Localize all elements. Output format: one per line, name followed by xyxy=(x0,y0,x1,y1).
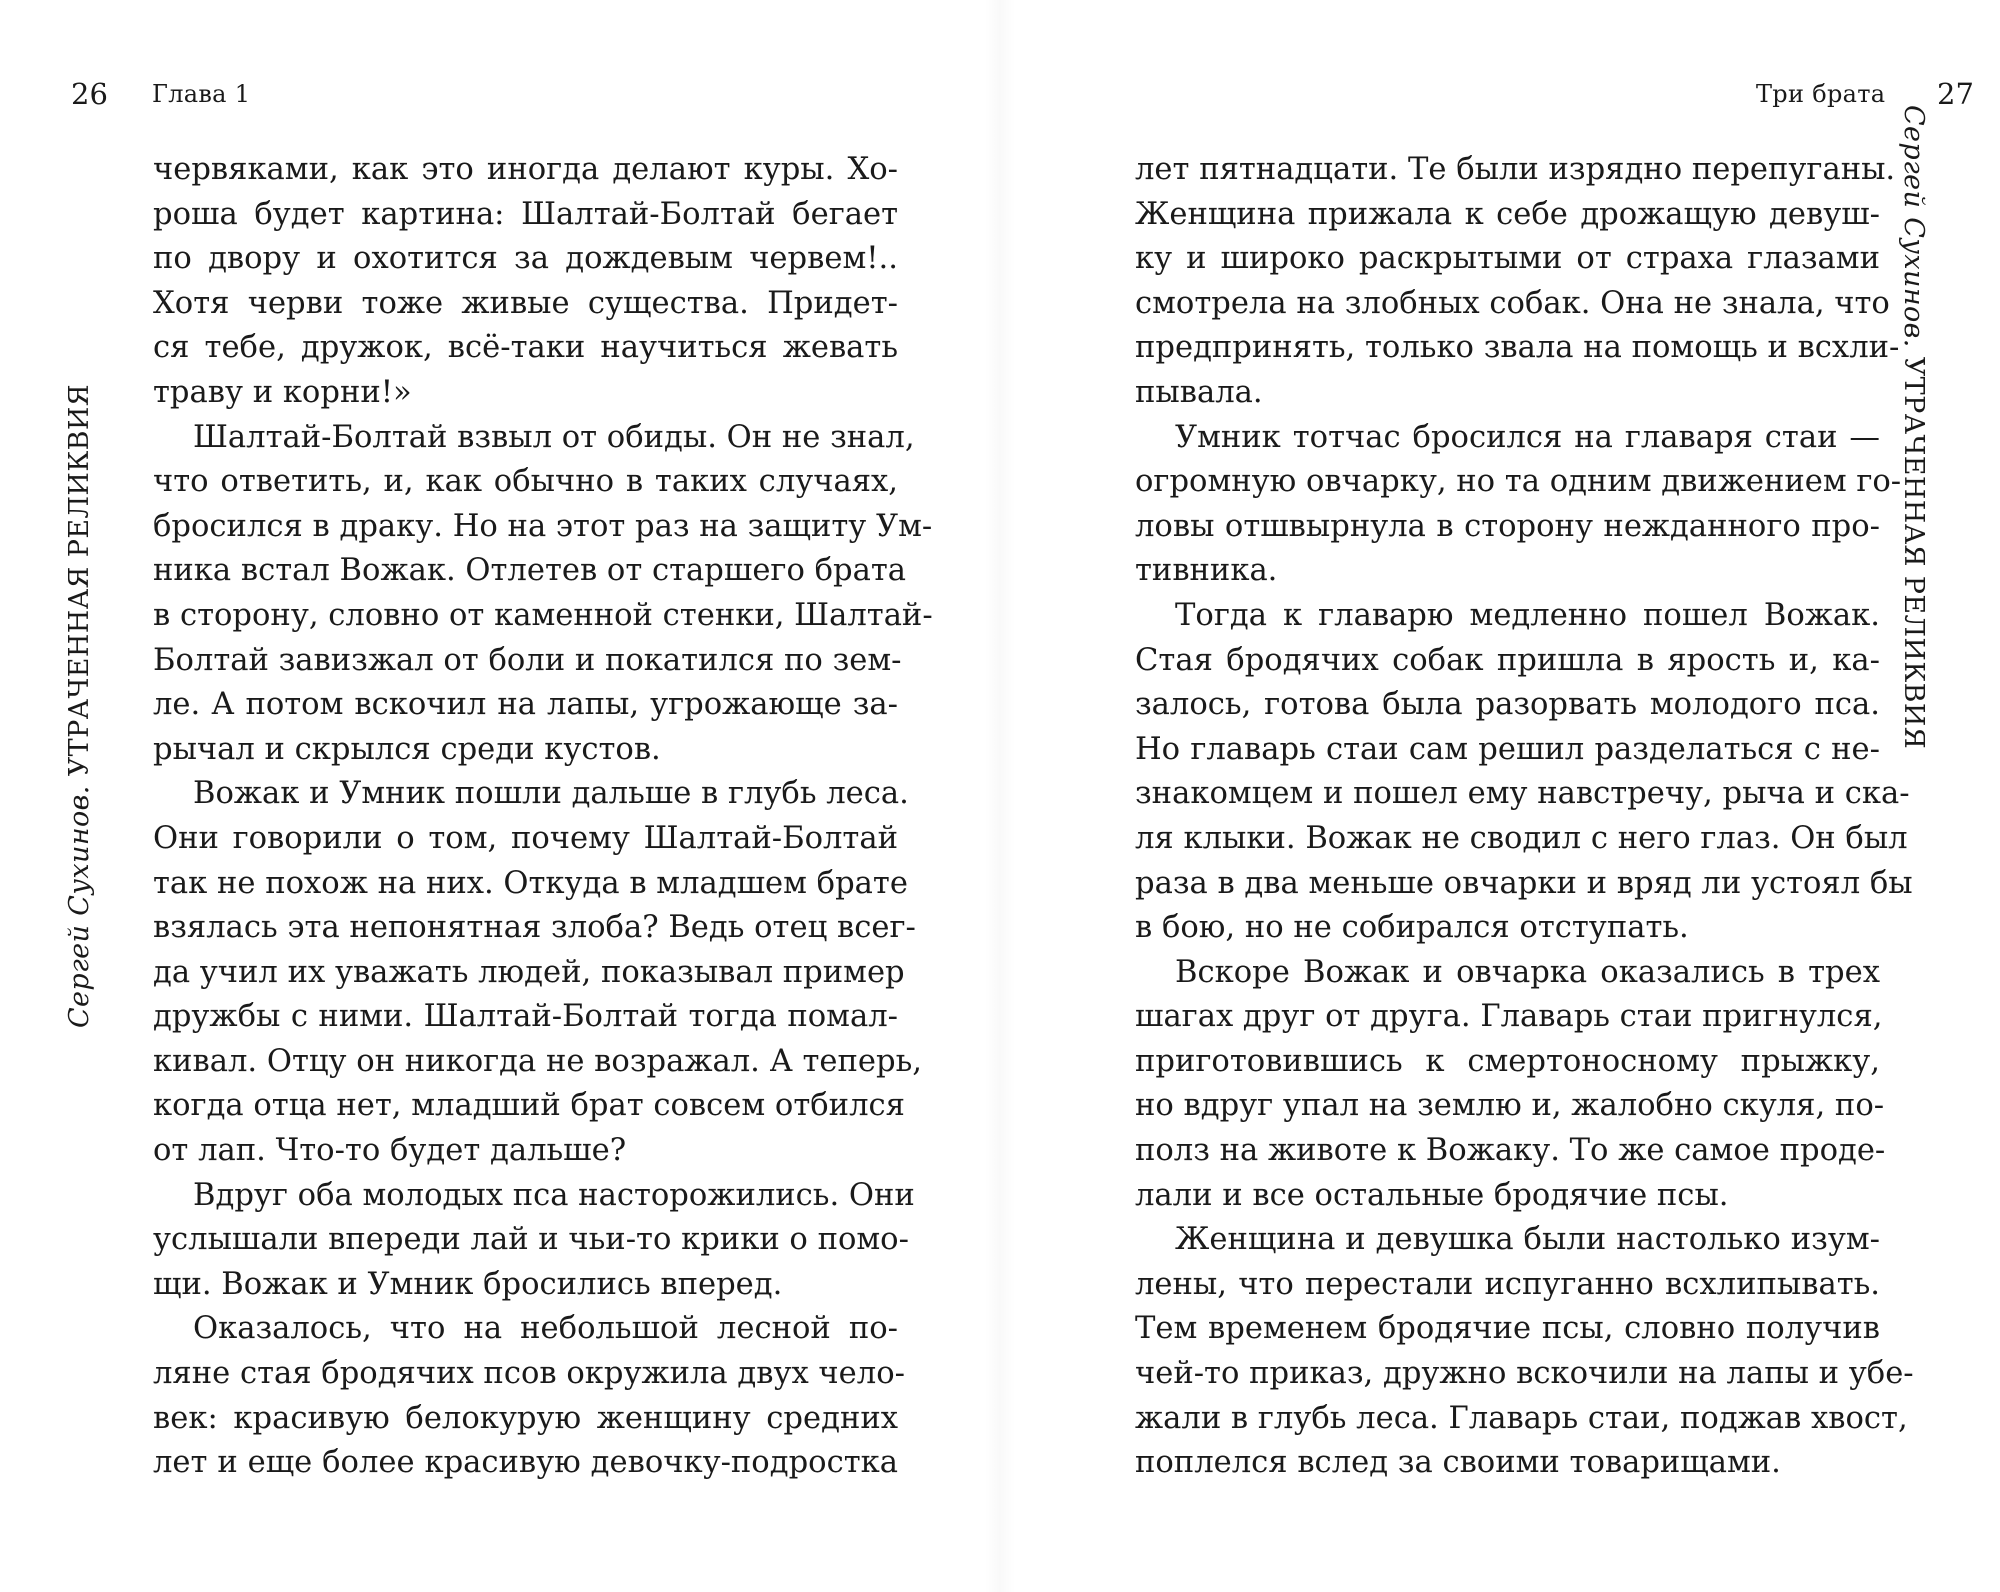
text-line: но вдруг упал на землю и, жалобно скуля, по- xyxy=(1135,1088,1885,1124)
text-line: по двору и охотится за дождевым червем!.. xyxy=(153,241,898,277)
text-line: Хотя черви тоже живые существа. Придет- xyxy=(153,285,898,321)
text-line: Болтай завизжал от боли и покатился по зем- xyxy=(153,642,902,678)
text-line: жали в глубь леса. Главарь стаи, поджав хвост, xyxy=(1135,1400,1908,1436)
text-line: Женщина и девушка были настолько изум- xyxy=(1175,1222,1880,1258)
text-line: траву и корни!» xyxy=(153,374,412,410)
text-line: рычал и скрылся среди кустов. xyxy=(153,731,661,767)
text-line: в сторону, словно от каменной стенки, Шалтай- xyxy=(153,597,933,633)
text-line: ле. А потом вскочил на лапы, угрожающе за- xyxy=(153,687,898,723)
text-line: когда отца нет, младший брат совсем отбился xyxy=(153,1088,905,1124)
right-side-book-title: УТРАЧЕННАЯ РЕЛИКВИЯ xyxy=(1898,356,1929,750)
left-page-number: 26 xyxy=(71,77,108,111)
left-running-head: Глава 1 xyxy=(152,80,251,108)
text-line: предпринять, только звала на помощь и всхли- xyxy=(1135,330,1900,366)
text-line: лет пятнадцати. Те были изрядно перепуганы. xyxy=(1135,152,1896,187)
text-line: Вожак и Умник пошли дальше в глубь леса. xyxy=(193,776,909,812)
text-line: Оказалось, что на небольшой лесной по- xyxy=(193,1311,898,1347)
text-line: от лап. Что-то будет дальше? xyxy=(153,1133,627,1169)
text-line: ловы отшвырнула в сторону нежданного про- xyxy=(1135,508,1880,544)
text-line: что ответить, и, как обычно в таких случаях, xyxy=(153,464,898,500)
text-line: Тем временем бродячие псы, словно получив xyxy=(1135,1311,1880,1347)
text-line: приготовившись к смертоносному прыжку, xyxy=(1135,1043,1880,1079)
text-line: Они говорили о том, почему Шалтай-Болтай xyxy=(153,820,898,856)
text-line: лали и все остальные бродячие псы. xyxy=(1135,1177,1729,1213)
text-line: Шалтай-Болтай взвыл от обиды. Он не знал, xyxy=(193,419,915,455)
text-line: шагах друг от друга. Главарь стаи пригнулся, xyxy=(1135,999,1883,1035)
text-line: дружбы с ними. Шалтай-Болтай тогда помал- xyxy=(153,999,898,1035)
text-line: ника встал Вожак. Отлетев от старшего брата xyxy=(153,553,907,589)
text-line: Вскоре Вожак и овчарка оказались в трех xyxy=(1175,954,1880,990)
text-line: чей-то приказ, дружно вскочили на лапы и убе- xyxy=(1135,1356,1914,1392)
text-line: кивал. Отцу он никогда не возражал. А теперь, xyxy=(153,1043,922,1079)
text-line: залось, готова была разорвать молодого пса. xyxy=(1135,687,1880,723)
left-body-text xyxy=(153,148,933,1486)
text-line: червяками, как это иногда делают куры. Хо- xyxy=(153,152,898,187)
text-line: огромную овчарку, но та одним движением го- xyxy=(1135,464,1902,500)
text-line: так не похож на них. Откуда в младшем брате xyxy=(153,865,908,901)
text-line: раза в два меньше овчарки и вряд ли устоял бы xyxy=(1135,865,1913,901)
text-line: Тогда к главарю медленно пошел Вожак. xyxy=(1175,597,1880,633)
text-line: смотрела на злобных собак. Она не знала, что xyxy=(1135,285,1890,321)
text-line: лены, что перестали испуганно всхлипывать. xyxy=(1135,1266,1880,1302)
right-side-title xyxy=(1897,105,1929,749)
text-line: в бою, но не собирался отступать. xyxy=(1135,910,1689,946)
text-line: ляне стая бродячих псов окружила двух чело- xyxy=(153,1356,905,1392)
text-line: Умник тотчас бросился на главаря стаи — xyxy=(1175,419,1880,455)
text-line: да учил их уважать людей, показывал пример xyxy=(153,954,905,990)
text-line: взялась эта непонятная злоба? Ведь отец всег- xyxy=(153,910,916,946)
text-line: бросился в драку. Но на этот раз на защиту Ум- xyxy=(153,508,933,544)
right-page xyxy=(1000,0,2000,1592)
left-side-author: Сергей Сухинов. xyxy=(64,785,95,1029)
text-line: щи. Вожак и Умник бросились вперед. xyxy=(153,1266,783,1302)
text-line: полз на животе к Вожаку. То же самое проде- xyxy=(1135,1133,1886,1169)
text-line: Вдруг оба молодых пса насторожились. Они xyxy=(193,1177,915,1213)
text-line: пывала. xyxy=(1135,374,1263,410)
text-line: Стая бродячих собак пришла в ярость и, ка- xyxy=(1135,642,1880,678)
left-side-book-title: УТРАЧЕННАЯ РЕЛИКВИЯ xyxy=(64,383,95,777)
text-line: лет и еще более красивую девочку-подростка xyxy=(153,1445,898,1481)
right-page-number: 27 xyxy=(1937,77,1974,111)
text-line: Но главарь стаи сам решил разделаться с не- xyxy=(1135,731,1880,767)
left-side-title xyxy=(64,384,96,1028)
text-line: ля клыки. Вожак не сводил с него глаз. Он был xyxy=(1135,820,1908,856)
text-line: тивника. xyxy=(1135,553,1278,589)
text-line: роша будет картина: Шалтай-Болтай бегает xyxy=(153,196,898,232)
right-side-author: Сергей Сухинов. xyxy=(1898,104,1929,348)
text-line: поплелся вслед за своими товарищами. xyxy=(1135,1445,1781,1481)
text-line: ку и широко раскрытыми от страха глазами xyxy=(1135,241,1880,277)
right-running-head: Три брата xyxy=(1756,80,1886,108)
text-line: Женщина прижала к себе дрожащую девуш- xyxy=(1135,196,1880,232)
text-line: услышали впереди лай и чьи-то крики о помо- xyxy=(153,1222,909,1258)
text-line: век: красивую белокурую женщину средних xyxy=(153,1400,898,1436)
text-line: знакомцем и пошел ему навстречу, рыча и ска- xyxy=(1135,776,1910,812)
text-line: ся тебе, дружок, всё-таки научиться жевать xyxy=(153,330,898,366)
